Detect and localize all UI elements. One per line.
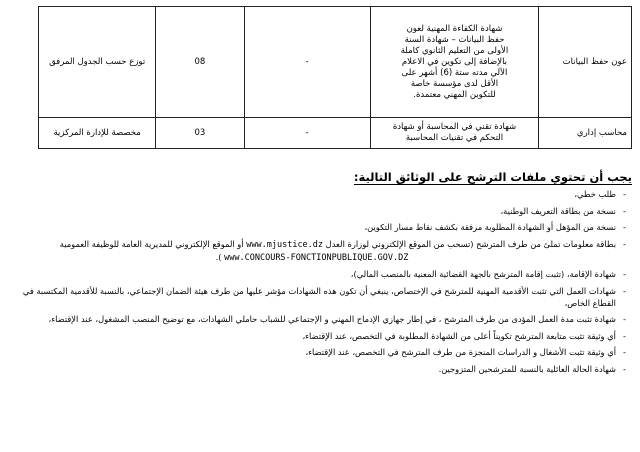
destination-cell: مخصصة للإدارة المركزية xyxy=(39,118,156,149)
list-item-text: شهادات العمل التي تثبت الأقدمية المهنية للمترشح في الإختصاص، ينبغي أن تكون هذه الشهادات مؤشر عليها من طرف هيئة الضمان الإجتماعي، بالنسبة للأقدمية المكتسبة في xyxy=(22,285,616,296)
list-item: - أي وثيقة تثبت متابعة المترشح تكويناً أعلى من الشهادة المطلوبة في التخصص، عند الإقتضاء، xyxy=(8,330,626,342)
list-item-text: ). xyxy=(215,251,222,262)
experience-cell: - xyxy=(244,7,370,118)
list-item-continuation xyxy=(8,251,616,264)
list-item: - أي وثيقة تثبت الأشغال و الدراسات المنجزة من طرف المترشح في التخصص، عند الإقتضاء، xyxy=(8,346,626,358)
list-item: - نسخة من بطاقة التعريف الوطنية، xyxy=(8,205,626,217)
qualification-line: شهادة تقني في المحاسبة أو شهادة xyxy=(392,122,517,132)
qualification-line: التحكم في تقنيات المحاسبة xyxy=(405,133,504,143)
list-item-continuation: القطاع الخاص، xyxy=(564,297,616,308)
list-item-text: أو الموقع الإلكتروني للمديرية العامة للوظيفة العمومية xyxy=(59,238,244,249)
qualification-line: الآلي مدته ستة (6) أشهر على xyxy=(401,67,508,78)
job-title-cell: عون حفظ البيانات xyxy=(539,7,632,118)
list-item: - طلب خطي، xyxy=(8,188,626,200)
table-row xyxy=(39,118,632,149)
positions-count-cell: 08 xyxy=(156,7,244,118)
documents-heading-text: يجب أن تحتوي ملفات الترشح على الوثائق التالية: xyxy=(353,170,632,184)
positions-table xyxy=(38,6,632,149)
documents-list xyxy=(8,188,626,379)
destination-cell: توزع حسب الجدول المرفق xyxy=(39,7,156,118)
list-item xyxy=(8,238,626,264)
documents-heading xyxy=(354,170,632,184)
qualification-line: الأولى من التعليم الثانوي كاملة xyxy=(400,45,509,56)
qualification-cell xyxy=(370,118,539,149)
list-item: - شهادة الحالة العائلية بالنسبة للمترشحين المتزوجين. xyxy=(8,363,626,375)
list-item: - شهادة الإقامة، (تثبت إقامة المترشح بالجهة القضائية المعنية بالمنصب المالي)، xyxy=(8,268,626,280)
qualification-line: الأقل لدى مؤسسة خاصة xyxy=(410,78,499,89)
positions-count-cell: 03 xyxy=(156,118,244,149)
qualification-line: حفظ البيانات – شهادة السنة xyxy=(404,34,505,45)
qualification-line: للتكوين المهني معتمدة. xyxy=(413,89,496,100)
fonction-publique-link[interactable]: www.CONCOURS-FONCTIONPUBLIQUE.GOV.DZ xyxy=(224,252,409,263)
list-item xyxy=(8,285,626,309)
experience-cell: - xyxy=(244,118,370,149)
list-item-text: بطاقة معلومات تملئ من طرف المترشح (تسحب من الموقع الإلكتروني لوزارة العدل xyxy=(325,238,616,249)
qualification-cell xyxy=(370,7,539,118)
table-row xyxy=(39,7,632,118)
mjustice-link[interactable]: www.mjustice.dz xyxy=(246,239,324,250)
qualification-line: بالإضافة إلى تكوين في الاعلام xyxy=(401,56,508,67)
qualification-line: شهادة الكفاءة المهنية لعون xyxy=(406,23,503,34)
job-title-cell: محاسب إداري xyxy=(539,118,632,149)
list-item: - نسخة من المؤهل أو الشهادة المطلوبة مرفقة بكشف نقاط مسار التكوين، xyxy=(8,221,626,233)
list-item: - شهادة تثبت مدة العمل المؤدى من طرف المترشح ، في إطار جهازي الإدماج المهني و الإجتماعي للشباب حاملي الشهادات، مع توضيح المنصب المشغول، عند الإقتضاء، xyxy=(8,313,626,325)
